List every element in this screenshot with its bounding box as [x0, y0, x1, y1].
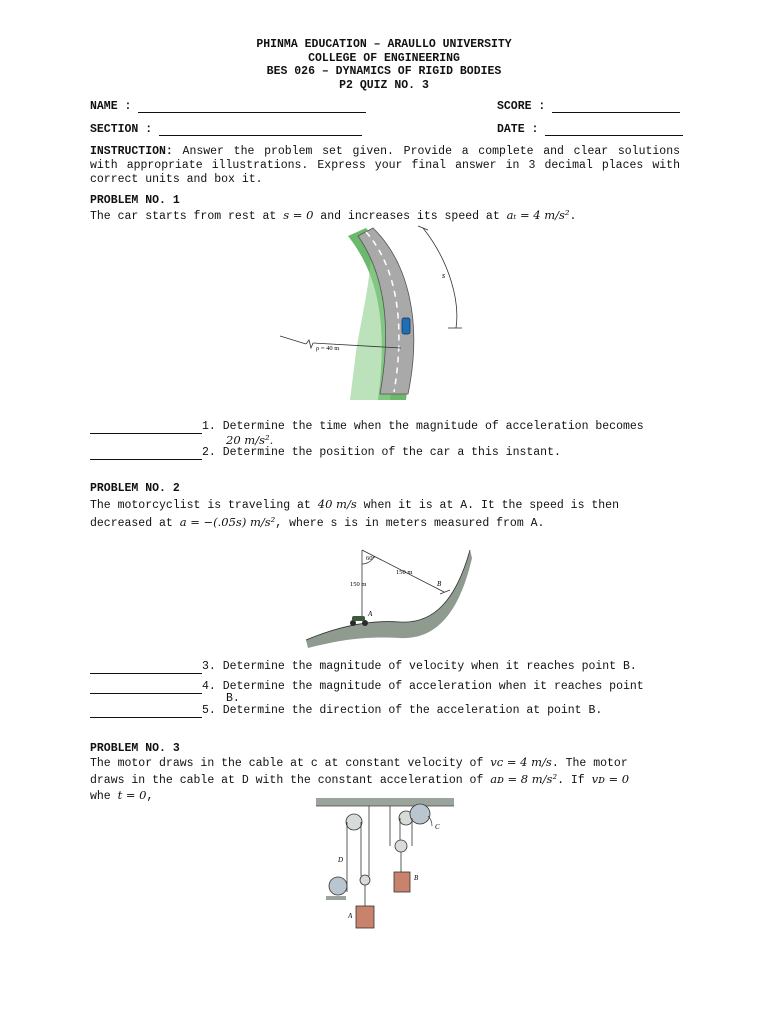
ceiling-support	[316, 798, 454, 806]
instruction-text: Answer the problem set given. Provide a complete and clear solutions with appropriate illustrations. Express your final answer in 3 decimal places with correct units and box it.	[90, 145, 680, 186]
problem2-text-1a: The motorcyclist is traveling at	[90, 499, 318, 512]
motor-d-base	[326, 896, 346, 900]
answer-line-4[interactable]	[90, 683, 202, 694]
problem3-math-vc: vᴄ = 4 m/s	[490, 755, 552, 769]
problem2-math-decel: a = −(.05s) m/s²	[179, 515, 276, 529]
motorcycle-figure	[304, 540, 474, 650]
question-5-text: Determine the direction of the acceleration at point B.	[222, 704, 603, 717]
question-1	[90, 421, 690, 434]
point-a-label: A	[368, 610, 373, 618]
question-4-number: 4.	[202, 680, 216, 693]
question-1-number: 1.	[202, 420, 216, 433]
problem1-math-at: aₜ = 4 m/s²	[506, 208, 570, 222]
problem3-math-t: t = 0	[117, 788, 147, 802]
label-a: A	[348, 912, 353, 920]
rho-label: ρ = 40 m	[316, 345, 340, 352]
motor-c-icon	[410, 804, 430, 824]
problem2-statement	[90, 496, 690, 532]
label-b: B	[414, 874, 419, 882]
section-field[interactable]	[90, 123, 362, 136]
question-5-number: 5.	[202, 704, 216, 717]
score-input-line[interactable]	[552, 101, 680, 113]
problem1-text-b: and increases its speed at	[313, 210, 507, 223]
answer-line-2[interactable]	[90, 449, 202, 460]
radius1-label: 150 m	[350, 581, 367, 588]
question-3	[90, 661, 690, 674]
date-field[interactable]	[497, 123, 683, 136]
header-course: BES 026 – DYNAMICS OF RIGID BODIES	[266, 65, 502, 78]
question-1-text: Determine the time when the magnitude of acceleration becomes	[222, 420, 644, 433]
problem1-math-s: s = 0	[283, 208, 314, 222]
name-field[interactable]	[90, 100, 366, 113]
problem1-text-c: .	[569, 210, 577, 223]
radius2-label: 150 m	[396, 569, 413, 576]
answer-line-5[interactable]	[90, 707, 202, 718]
car-icon	[402, 318, 410, 334]
pulley-figure	[316, 796, 456, 938]
document-header	[0, 38, 768, 92]
question-2-number: 2.	[202, 446, 216, 459]
problem2-text-2b: , where s is in meters measured from A.	[275, 517, 545, 530]
question-1-continuation: 20 m/s².	[226, 433, 274, 447]
rho-break-icon	[306, 340, 313, 348]
block-b	[394, 872, 410, 892]
header-college: COLLEGE OF ENGINEERING	[308, 51, 460, 65]
answer-line-1[interactable]	[90, 423, 202, 434]
problem1-statement	[90, 208, 690, 223]
block-a	[356, 906, 374, 928]
header-quiz-title: P2 QUIZ NO. 3	[339, 78, 429, 92]
answer-line-3[interactable]	[90, 663, 202, 674]
problem3-text-3b: ,	[146, 790, 154, 803]
problem3-title: PROBLEM NO. 3	[90, 742, 180, 755]
score-label: SCORE :	[497, 100, 546, 113]
lower-pulley-b-icon	[395, 840, 407, 852]
rho-leader-left	[280, 336, 306, 344]
motor-d-icon	[329, 877, 347, 895]
label-c: C	[435, 823, 440, 831]
instruction-paragraph	[90, 145, 680, 187]
question-2-text: Determine the position of the car a this instant.	[222, 446, 561, 459]
problem2-math-speed: 40 m/s	[317, 497, 357, 511]
label-d: D	[338, 856, 344, 864]
instruction-label: INSTRUCTION:	[90, 145, 173, 158]
top-left-pulley-icon	[346, 814, 362, 830]
problem2-title: PROBLEM NO. 2	[90, 482, 180, 495]
date-input-line[interactable]	[545, 124, 683, 136]
name-label: NAME :	[90, 100, 132, 113]
arc-tick-top	[418, 226, 428, 230]
problem3-text-2a: draws in the cable at D with the constant acceleration of	[90, 773, 491, 787]
question-3-text: Determine the magnitude of velocity when it reaches point B.	[222, 660, 637, 673]
problem3-text-1b: . The motor	[551, 757, 628, 770]
problem3-math-ad: aᴅ = 8 m/s²	[490, 771, 558, 786]
problem3-text-3a: whe	[90, 790, 118, 803]
hill-terrain	[306, 550, 472, 648]
section-input-line[interactable]	[159, 124, 362, 136]
s-label: s	[442, 271, 446, 280]
question-2	[90, 447, 690, 460]
problem3-math-vd: vᴅ = 0	[591, 771, 630, 786]
question-4-continuation: B.	[226, 692, 240, 705]
problem2-text-1b: when it is at A. It the speed is then	[356, 499, 619, 512]
question-4	[90, 681, 690, 694]
problem2-text-2a: decreased at	[90, 517, 180, 530]
point-b-label: B	[437, 580, 442, 588]
problem3-text-1a: The motor draws in the cable at c at constant velocity of	[90, 757, 491, 770]
section-label: SECTION :	[90, 123, 153, 136]
question-3-number: 3.	[202, 660, 216, 673]
name-input-line[interactable]	[138, 101, 366, 113]
road-figure	[278, 222, 478, 400]
date-label: DATE :	[497, 123, 539, 136]
question-5	[90, 705, 690, 718]
arc-s-dimension	[423, 228, 457, 328]
lower-pulley-a-icon	[360, 875, 370, 885]
problem1-text-a: The car starts from rest at	[90, 210, 284, 223]
angle-label: 60°	[366, 555, 376, 562]
score-field[interactable]	[497, 100, 680, 113]
header-institution: PHINMA EDUCATION – ARAULLO UNIVERSITY	[256, 38, 512, 51]
question-4-text: Determine the magnitude of acceleration when it reaches point	[222, 680, 644, 693]
problem1-title: PROBLEM NO. 1	[90, 194, 180, 207]
problem3-text-2b: . If	[557, 773, 592, 787]
